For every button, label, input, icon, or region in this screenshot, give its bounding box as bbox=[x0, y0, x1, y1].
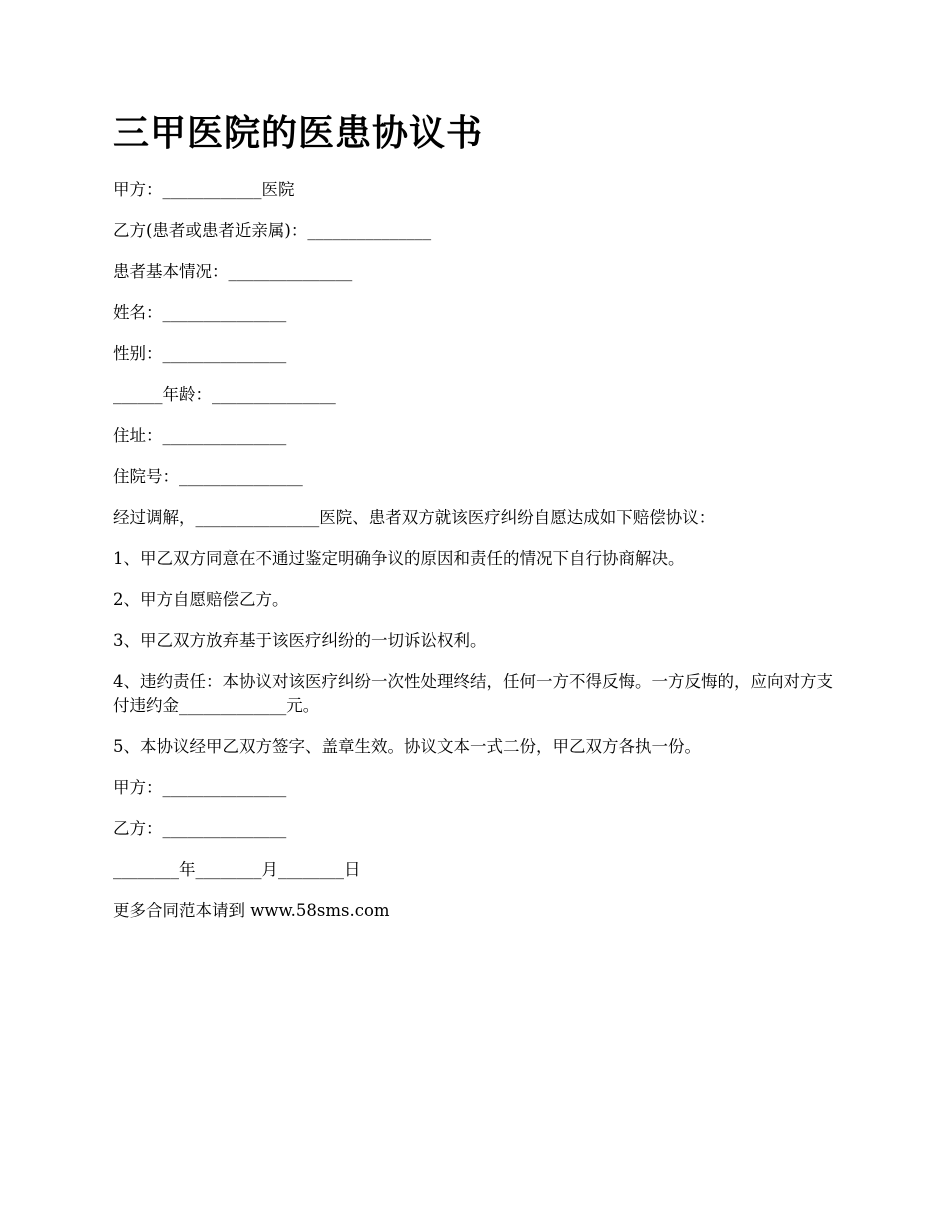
clause-2: 2、甲方自愿赔偿乙方。 bbox=[113, 590, 289, 609]
document-title: 三甲医院的医患协议书 bbox=[113, 113, 484, 154]
clause-5: 5、本协议经甲乙双方签字、盖章生效。协议文本一式二份，甲乙双方各执一份。 bbox=[113, 737, 701, 756]
address-line: 住址：_______________ bbox=[113, 426, 287, 445]
name-line: 姓名：_______________ bbox=[113, 303, 287, 322]
clause-4: 4、违约责任：本协议对该医疗纠纷一次性处理终结，任何一方不得反悔。一方反悔的，应向对方支付违约金_____________元。 bbox=[113, 672, 833, 715]
signature-party-b: 乙方：_______________ bbox=[113, 819, 287, 838]
age-line: ______年龄：_______________ bbox=[113, 385, 336, 404]
hospital-number-line: 住院号：_______________ bbox=[113, 467, 303, 486]
mediation-intro: 经过调解，_______________医院、患者双方就该医疗纠纷自愿达成如下赔偿协议： bbox=[113, 508, 716, 527]
gender-line: 性别：_______________ bbox=[113, 344, 287, 363]
date-line: ________年________月________日 bbox=[113, 860, 361, 879]
clause-1: 1、甲乙双方同意在不通过鉴定明确争议的原因和责任的情况下自行协商解决。 bbox=[113, 549, 685, 568]
party-b-line: 乙方(患者或患者近亲属)：_______________ bbox=[113, 221, 432, 240]
signature-party-a: 甲方：_______________ bbox=[113, 778, 287, 797]
patient-info-line: 患者基本情况：_______________ bbox=[113, 262, 353, 281]
party-a-line: 甲方：____________医院 bbox=[113, 180, 295, 199]
clause-3: 3、甲乙双方放弃基于该医疗纠纷的一切诉讼权利。 bbox=[113, 631, 487, 650]
footer-link-text: 更多合同范本请到 www.58sms.com bbox=[113, 901, 390, 920]
